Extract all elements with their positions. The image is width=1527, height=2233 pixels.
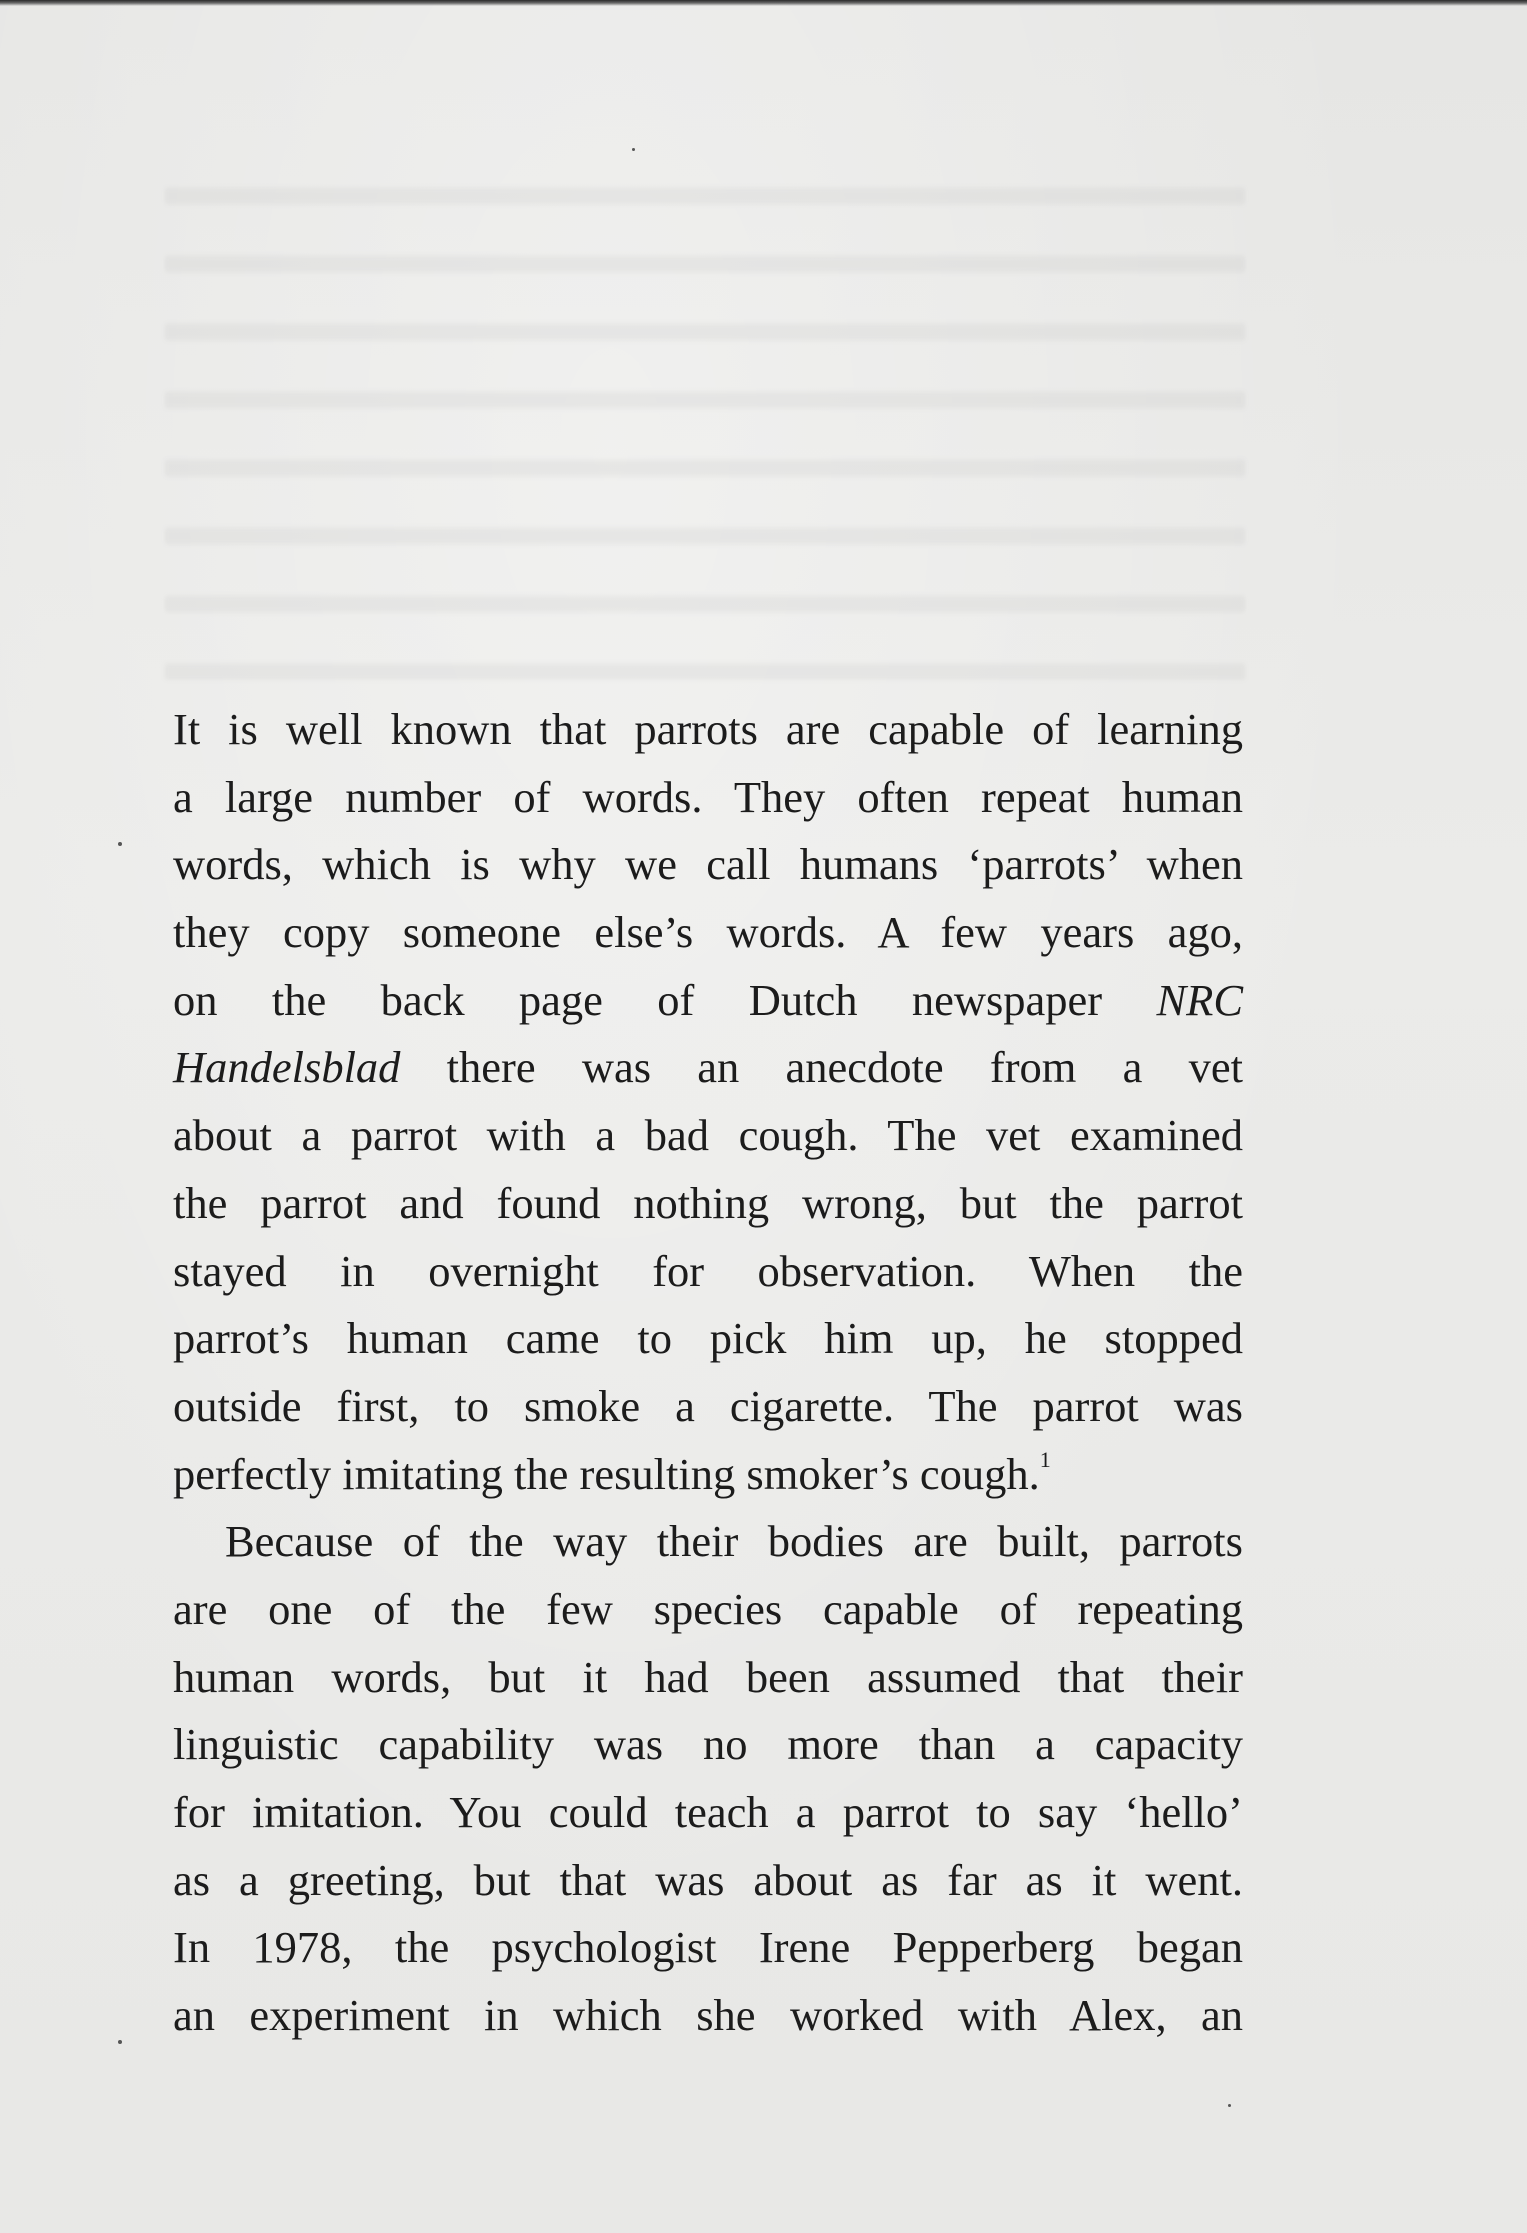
text-line: a large number of words. They often repeat human bbox=[173, 771, 1243, 822]
text-line: human words, but it had been assumed that their bbox=[173, 1651, 1243, 1702]
text-line: they copy someone else’s words. A few years ago, bbox=[173, 907, 1243, 958]
text-line: parrot’s human came to pick him up, he stopped bbox=[173, 1313, 1243, 1364]
text-line-last bbox=[173, 1441, 1243, 1509]
text-line-italic: on the back page of Dutch newspaper NRC bbox=[173, 974, 1243, 1025]
italic-title: NRC bbox=[1156, 974, 1243, 1025]
text-line: It is well known that parrots are capable of learning bbox=[173, 704, 1243, 754]
footnote-marker: 1 bbox=[1039, 1446, 1051, 1472]
italic-title: Handelsblad bbox=[173, 1042, 401, 1093]
page-top-edge bbox=[0, 0, 1527, 6]
text-line: perfectly imitating the resulting smoker’s cough. bbox=[173, 1448, 1040, 1499]
text-line: outside first, to smoke a cigarette. The parrot was bbox=[173, 1380, 1243, 1431]
dust-speck bbox=[118, 842, 122, 846]
text-line: for imitation. You could teach a parrot to say ‘hello’ bbox=[173, 1787, 1243, 1837]
text-line: the parrot and found nothing wrong, but the parrot bbox=[173, 1177, 1243, 1228]
paragraph-2 bbox=[173, 1508, 1243, 2050]
text-line: linguistic capability was no more than a capacity bbox=[173, 1719, 1243, 1770]
text-line: In 1978, the psychologist Irene Pepperberg began bbox=[173, 1922, 1243, 1973]
text-line: are one of the few species capable of repeating bbox=[173, 1583, 1243, 1634]
text-line: as a greeting, but that was about as far as it went. bbox=[173, 1854, 1243, 1905]
text-line: about a parrot with a bad cough. The vet examined bbox=[173, 1110, 1243, 1161]
dust-speck bbox=[632, 148, 635, 151]
text-line: words, which is why we call humans ‘parrots’ when bbox=[173, 839, 1243, 890]
text-line-indented: Because of the way their bodies are built, parrots bbox=[225, 1516, 1243, 1567]
paragraph-1 bbox=[173, 696, 1243, 1508]
dust-speck bbox=[1228, 2104, 1231, 2107]
body-text bbox=[173, 696, 1243, 2050]
text-line: an experiment in which she worked with Alex, an bbox=[173, 1990, 1243, 2041]
show-through-text bbox=[165, 150, 1245, 680]
dust-speck bbox=[118, 2040, 122, 2044]
text-line-italic: Handelsblad there was an anecdote from a vet bbox=[173, 1042, 1243, 1093]
text-line: stayed in overnight for observation. When the bbox=[173, 1245, 1243, 1296]
